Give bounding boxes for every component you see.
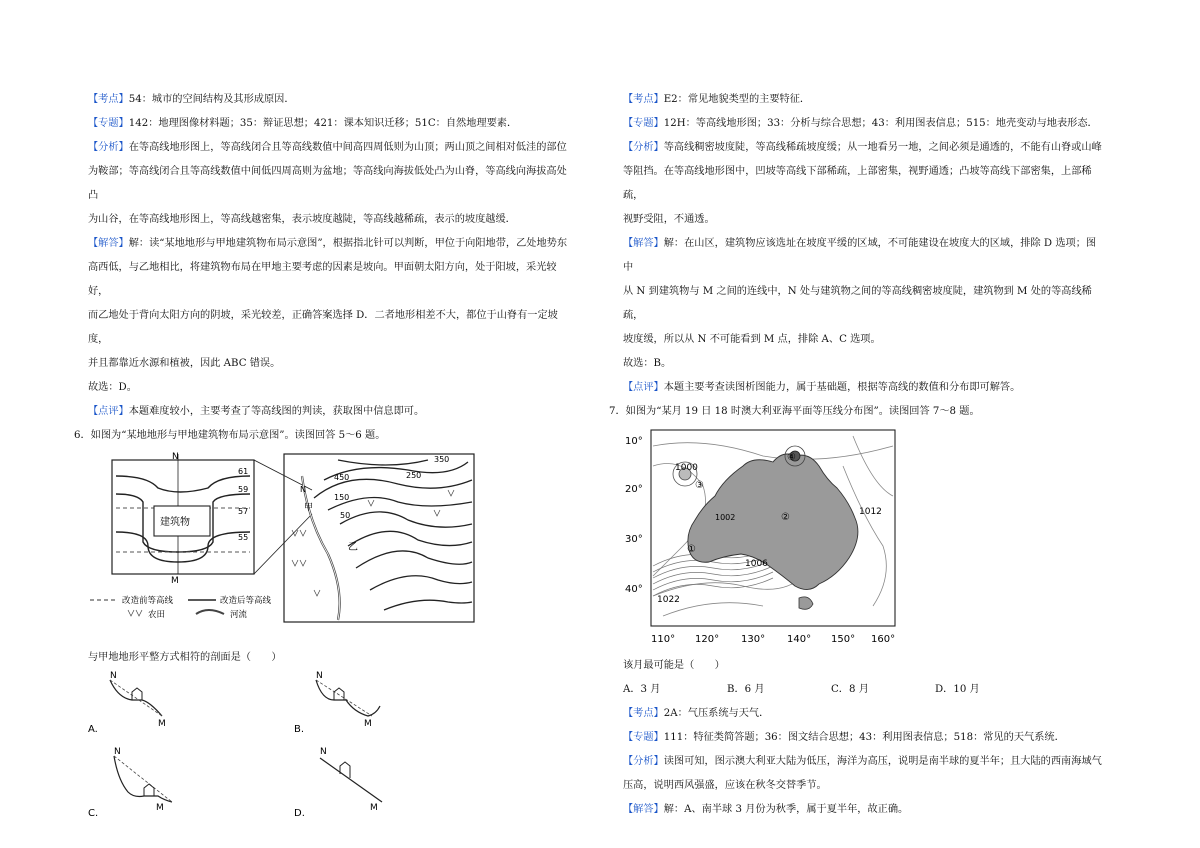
jieda-tag: 【解答】 bbox=[623, 804, 664, 815]
q5-jieda-line-4: 并且都靠近水源和植被，因此 ABC 错误。 bbox=[88, 358, 281, 369]
lat-30: 30° bbox=[625, 534, 643, 545]
q7-option-c[interactable]: C．8 月 bbox=[831, 684, 869, 695]
profile-c-n: N bbox=[114, 747, 121, 757]
q5-jieda bbox=[88, 232, 568, 256]
lat-40: 40° bbox=[625, 584, 643, 595]
zhuanti-tag: 【专题】 bbox=[623, 118, 664, 129]
jieda-tag: 【解答】 bbox=[88, 238, 129, 249]
q5-fenxi-line-3: 为山谷，在等高线地形图上，等高线越密集，表示坡度越陡，等高线越稀疏，表示的坡度越缓． bbox=[88, 214, 516, 225]
profile-b-n: N bbox=[316, 671, 323, 681]
fenxi-line-1: 读图可知，图示澳大利亚大陆为低压，海洋为高压，说明是南半球的夏半年；且大陆的西南海域气 bbox=[663, 756, 1102, 767]
q5-zhuanti bbox=[88, 112, 568, 136]
contour-61: 61 bbox=[238, 467, 249, 476]
legend-before: 改造前等高线 bbox=[122, 596, 174, 606]
n2-label: N bbox=[300, 485, 306, 494]
contour-250: 250 bbox=[406, 471, 422, 480]
legend-farm: 农田 bbox=[148, 610, 166, 620]
profile-c-label: C. bbox=[88, 808, 99, 819]
profile-b-m: M bbox=[364, 719, 372, 729]
contour-59: 59 bbox=[238, 485, 249, 494]
profile-options-svg bbox=[88, 670, 548, 826]
legend-after: 改造后等高线 bbox=[220, 596, 272, 606]
profile-d[interactable] bbox=[294, 747, 382, 819]
kaodian-tag: 【考点】 bbox=[88, 94, 129, 105]
profile-c-m: M bbox=[156, 803, 164, 813]
q6-fenxi bbox=[623, 136, 1103, 160]
lon-110: 110° bbox=[651, 634, 676, 645]
lat-10: 10° bbox=[625, 436, 643, 447]
jia-label: 甲 bbox=[304, 503, 314, 513]
lon-150: 150° bbox=[831, 634, 856, 645]
q6-stem-text: 如图为“某地地形与甲地建筑物布局示意图”。读图回答 5～6 题。 bbox=[90, 430, 386, 441]
profile-a[interactable] bbox=[88, 671, 166, 735]
fenxi-tag: 【分析】 bbox=[88, 142, 129, 153]
q7-fenxi bbox=[623, 750, 1103, 774]
north-label: N bbox=[172, 452, 179, 462]
q5-fenxi-line-2: 为鞍部；等高线闭合且等高线数值中间低四周高则为盆地；等高线向海拔低处凸为山脊，等高线向海拔高处凸 bbox=[88, 166, 567, 201]
jieda-tag: 【解答】 bbox=[623, 238, 664, 249]
kaodian-text: 54：城市的空间结构及其形成原因． bbox=[128, 94, 295, 105]
building-label: 建筑物 bbox=[160, 517, 190, 528]
left-column bbox=[74, 88, 568, 826]
fenxi-tag: 【分析】 bbox=[623, 756, 664, 767]
isobar-1012: 1012 bbox=[859, 507, 882, 517]
marker-2: ② bbox=[781, 512, 790, 523]
q6-jieda-line-3: 坡度缓，所以从 N 不可能看到 M 点，排除 A、C 选项。 bbox=[623, 334, 881, 345]
q7-kaodian bbox=[623, 702, 1103, 726]
q6-stem bbox=[74, 424, 568, 448]
q6-question: 与甲地地形平整方式相符的剖面是（ ） bbox=[88, 652, 282, 663]
lon-120: 120° bbox=[695, 634, 720, 645]
dianping-tag: 【点评】 bbox=[88, 406, 129, 417]
zhuanti-text: 12H：等高线地形图；33：分析与综合思想；43：利用图表信息；515：地壳变动与地表形态． bbox=[663, 118, 1098, 129]
q7-question: 该月最可能是（ ） bbox=[623, 660, 725, 671]
question-number: 7． bbox=[609, 406, 626, 417]
q7-option-a[interactable]: A．3 月 bbox=[623, 684, 661, 695]
q5-jieda-line-2: 高西低，与乙地相比，将建筑物布局在甲地主要考虑的因素是坡向。甲面朝太阳方向，处于阳坡，采光较好， bbox=[88, 262, 557, 297]
kaodian-tag: 【考点】 bbox=[623, 708, 664, 719]
q6-dianping bbox=[623, 376, 1103, 400]
isobar-map-svg bbox=[623, 426, 913, 654]
marker-1: ① bbox=[687, 544, 696, 555]
question-number: 6． bbox=[74, 430, 91, 441]
q5-kaodian bbox=[88, 88, 568, 112]
q7-options bbox=[623, 678, 1103, 702]
zhuanti-text: 111：特征类简答题；36：图文结合思想；43：利用图表信息；518：常见的天气系统． bbox=[663, 732, 1065, 743]
kaodian-text: E2：常见地貌类型的主要特征． bbox=[663, 94, 811, 105]
legend-river: 河流 bbox=[230, 610, 248, 620]
isobar-1022: 1022 bbox=[657, 595, 680, 605]
q5-jieda-line-3: 而乙地处于背向太阳方向的阴坡，采光较差，正确答案选择 D．二者地形相差不大，都位于山脊有一定坡度， bbox=[88, 310, 558, 345]
contour-350: 350 bbox=[434, 455, 450, 464]
q6-answer: 故选：B。 bbox=[623, 358, 672, 369]
lat-20: 20° bbox=[625, 484, 643, 495]
right-column bbox=[609, 88, 1103, 822]
profile-options bbox=[88, 670, 568, 826]
q7-jieda bbox=[623, 798, 1103, 822]
contour-450: 450 bbox=[334, 473, 350, 482]
q7-stem bbox=[609, 400, 1103, 424]
fenxi-line-1: 等高线稠密坡度陡，等高线稀疏坡度缓；从一地看另一地，之间必须是通透的，不能有山脊或山峰 bbox=[663, 142, 1102, 153]
q6-jieda-line-2: 从 N 到建筑物与 M 之间的连线中，N 处与建筑物之间的等高线稠密坡度陡，建筑物到 M 处的等高线稀疏， bbox=[623, 286, 1092, 321]
q6-zhuanti bbox=[623, 112, 1103, 136]
profile-b-label: B. bbox=[294, 724, 305, 735]
dianping-tag: 【点评】 bbox=[623, 382, 664, 393]
isobar-1000: 1000 bbox=[675, 463, 698, 473]
profile-d-label: D. bbox=[294, 808, 305, 819]
q5-dianping bbox=[88, 400, 568, 424]
dianping-text: 本题难度较小，主要考查了等高线图的判读，获取图中信息即可。 bbox=[128, 406, 425, 417]
lon-160: 160° bbox=[871, 634, 896, 645]
jieda-line-1: 解：在山区，建筑物应该选址在坡度平缓的区域，不可能建设在坡度大的区域，排除 D 选项；图中 bbox=[623, 238, 1097, 273]
q6-jieda bbox=[623, 232, 1103, 280]
q6-fenxi-line-2: 等阻挡。在等高线地形图中，凹坡等高线下部稀疏，上部密集，视野通透；凸坡等高线下部密集，上部稀疏， bbox=[623, 166, 1092, 201]
kaodian-text: 2A：气压系统与天气． bbox=[663, 708, 770, 719]
marker-4: ④ bbox=[787, 452, 796, 463]
profile-a-n: N bbox=[110, 671, 117, 681]
fenxi-line-1: 在等高线地形图上，等高线闭合且等高线数值中间高四周低则为山顶；两山顶之间相对低洼的部位 bbox=[128, 142, 567, 153]
marker-3: ③ bbox=[695, 480, 704, 491]
q5-fenxi bbox=[88, 136, 568, 160]
zhuanti-tag: 【专题】 bbox=[88, 118, 129, 129]
q6-kaodian bbox=[623, 88, 1103, 112]
m-label: M bbox=[171, 576, 179, 586]
q7-option-b[interactable]: B．6 月 bbox=[727, 684, 765, 695]
terrain-figure-svg bbox=[88, 450, 488, 642]
contour-57: 57 bbox=[238, 507, 249, 516]
fenxi-tag: 【分析】 bbox=[623, 142, 664, 153]
terrain-figure bbox=[88, 450, 568, 642]
isobar-1002: 1002 bbox=[715, 513, 736, 522]
jieda-line-1: 解：A、南半球 3 月份为秋季，属于夏半年，故正确。 bbox=[663, 804, 909, 815]
contour-150: 150 bbox=[334, 493, 350, 502]
isobar-1006: 1006 bbox=[745, 559, 768, 569]
lon-130: 130° bbox=[741, 634, 766, 645]
kaodian-tag: 【考点】 bbox=[623, 94, 664, 105]
isobar-map bbox=[623, 426, 1103, 654]
jieda-line-1: 解：读“某地地形与甲地建筑物布局示意图”，根据指北针可以判断，甲位于向阳地带，乙处地势东 bbox=[128, 238, 568, 249]
profile-b[interactable] bbox=[294, 671, 380, 735]
q7-zhuanti bbox=[623, 726, 1103, 750]
yi-label: 乙 bbox=[348, 542, 358, 553]
profile-a-m: M bbox=[158, 719, 166, 729]
q7-option-d[interactable]: D．10 月 bbox=[935, 684, 980, 695]
profile-c[interactable] bbox=[88, 747, 172, 819]
zhuanti-tag: 【专题】 bbox=[623, 732, 664, 743]
profile-d-n: N bbox=[320, 747, 327, 757]
zhuanti-text: 142：地理图像材料题；35：辩证思想；421：课本知识迁移；51C：自然地理要素． bbox=[128, 118, 518, 129]
q6-fenxi-line-3: 视野受阻，不通透。 bbox=[623, 214, 715, 225]
q7-fenxi-line-2: 压高，说明西风强盛，应该在秋冬交替季节。 bbox=[623, 780, 827, 791]
dianping-text: 本题主要考查读图析图能力，属于基础题，根据等高线的数值和分布即可解答。 bbox=[663, 382, 1021, 393]
profile-d-m: M bbox=[370, 803, 378, 813]
contour-55: 55 bbox=[238, 533, 249, 542]
profile-a-label: A. bbox=[88, 724, 98, 735]
q7-stem-text: 如图为“某月 19 日 18 时澳大利亚海平面等压线分布图”。读图回答 7～8 题。 bbox=[625, 406, 980, 417]
q5-answer: 故选：D。 bbox=[88, 382, 137, 393]
contour-50: 50 bbox=[340, 511, 351, 520]
lon-140: 140° bbox=[787, 634, 812, 645]
